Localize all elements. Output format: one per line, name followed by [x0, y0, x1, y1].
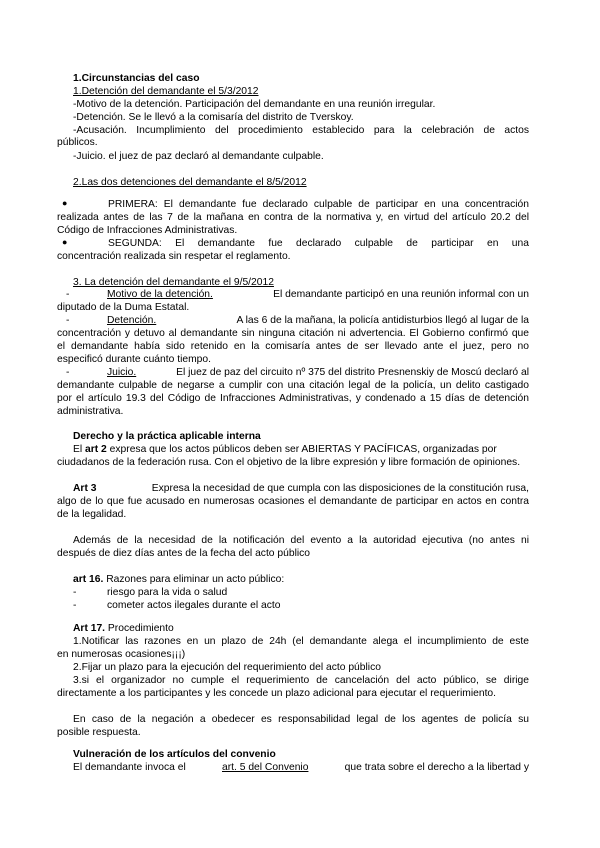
motivo-label: Motivo de la detención.	[107, 289, 213, 300]
law-line: en numerosas ocasiones¡¡¡)	[57, 649, 186, 660]
s2-line: SEGUNDA: El demandante fue declarado culpable de participar en una	[108, 238, 529, 249]
art17-label: Art 17.	[73, 623, 106, 634]
law-line: algo de lo que fue acusado en numerosas ocasiones el demandante de participar en actos en contra	[57, 496, 529, 507]
juicio-text: El juez de paz del circuito nº 375 del distrito Presnenskiy de Moscú declaró al	[176, 367, 529, 378]
art2-line	[73, 444, 529, 456]
art3-text: Expresa la necesidad de que cumpla con las disposiciones de la constitución rusa,	[151, 483, 529, 494]
dash: -	[66, 315, 70, 326]
dash: -	[73, 587, 77, 598]
law-line: después de diez días antes de la fecha del acto público	[57, 548, 311, 559]
s3-line: demandante culpable de negarse a cumplir con una citación legal de la policía, un delito castigado	[57, 380, 529, 391]
s1-line: -Motivo de la detención. Participación del demandante en una reunión irregular.	[73, 99, 436, 110]
section-1-subheading: 1.Detención del demandante el 5/3/2012	[73, 86, 259, 97]
art2-pre: El	[73, 444, 86, 455]
s3-motivo-line	[107, 289, 529, 301]
law-line: 2.Fijar un plazo para la ejecución del requerimiento del acto público	[73, 662, 381, 673]
art16-line	[73, 574, 284, 586]
art16-item: cometer actos ilegales durante el acto	[107, 600, 281, 611]
law-heading: Derecho y la práctica aplicable interna	[73, 431, 261, 442]
law-line: En caso de la negación a obedecer es responsabilidad legal de los agentes de policía su	[73, 714, 529, 725]
violation-line	[73, 762, 529, 774]
art16-label: art 16.	[73, 574, 104, 585]
s2-line: Código de Infracciones Administrativas.	[57, 225, 238, 236]
convenio-link[interactable]: art. 5 del Convenio	[222, 762, 309, 773]
law-line: de la legalidad.	[57, 509, 127, 520]
dash: -	[73, 600, 77, 611]
art16-item: riesgo para la vida o salud	[107, 587, 228, 598]
art3-line	[73, 483, 529, 495]
s3-line: administrativa.	[57, 406, 124, 417]
s3-juicio-line	[107, 367, 529, 379]
art2-text: expresa que los actos públicos deben ser ABIERTAS Y PACÍFICAS, organizadas por	[106, 444, 497, 455]
motivo-text: El demandante participó en una reunión informal con un	[273, 289, 529, 300]
section-2-subheading: 2.Las dos detenciones del demandante el 8/5/2012	[73, 177, 307, 188]
s1-line: -Acusación. Incumplimiento del procedimiento establecido para la celebración de actos	[73, 125, 529, 136]
s1-line: -Juicio. el juez de paz declaró al demandante culpable.	[73, 151, 324, 162]
section-1-heading: 1.Circunstancias del caso	[73, 73, 200, 84]
art17-text: Procedimiento	[105, 623, 174, 634]
law-line: 3.si el organizador no cumple el requerimiento de cancelación del acto público, se dirige	[73, 675, 529, 686]
s3-line: concentración y detuvo al demandante sin ninguna citación ni advertencia. El Gobierno confirmó que	[57, 328, 529, 339]
dash: -	[66, 289, 70, 300]
s3-line: especificó durante cuánto tiempo.	[57, 354, 211, 365]
s1-line: -Detención. Se le llevó a la comisaría del distrito de Tverskoy.	[73, 112, 354, 123]
law-line: posible respuesta.	[57, 727, 141, 738]
detencion-label: Detención.	[107, 315, 157, 326]
bullet-icon: ●	[62, 198, 68, 208]
s2-line: realizada antes de las 7 de la mañana en contra de la normativa y, en virtud del artículo 20.2 del	[57, 212, 529, 223]
art2-label: art 2	[85, 444, 107, 455]
violation-post: que trata sobre el derecho a la libertad y	[344, 762, 529, 773]
law-line: 1.Notificar las razones en un plazo de 24h (el demandante alega el incumplimiento de este	[73, 636, 529, 647]
art16-text: Razones para eliminar un acto público:	[103, 574, 285, 585]
bullet-icon: ●	[62, 237, 68, 247]
law-line: ciudadanos de la federación rusa. Con el objetivo de la libre expresión y libre formación de opiniones.	[57, 457, 521, 468]
s1-line: públicos.	[57, 137, 98, 148]
s2-line: concentración realizada sin respetar el reglamento.	[57, 251, 291, 262]
art3-label: Art 3	[73, 483, 97, 494]
s3-line: por el artículo 19.3 del Código de Infracciones Administrativas, y condenado a 15 días de detención	[57, 393, 529, 404]
s2-line: PRIMERA: El demandante fue declarado culpable de participar en una concentración	[108, 199, 529, 210]
law-line: Además de la necesidad de la notificación del evento a la autoridad ejecutiva (no antes ni	[73, 535, 529, 546]
detencion-text: A las 6 de la mañana, la policía antidisturbios llegó al lugar de la	[236, 315, 529, 326]
s3-line: el demandante había sido retenido en la comisaría antes de ser llevado ante el juez, pero no	[57, 341, 529, 352]
art17-line	[73, 623, 174, 635]
s3-detencion-line	[107, 315, 529, 327]
section-3-subheading: 3. La detención del demandante el 9/5/2012	[73, 277, 274, 288]
violation-heading: Vulneración de los artículos del convenio	[73, 749, 276, 760]
juicio-label: Juicio.	[107, 367, 137, 378]
s3-line: diputado de la Duma Estatal.	[57, 302, 190, 313]
violation-pre: El demandante invoca el	[73, 762, 186, 773]
law-line: directamente a los participantes y les concede un plazo adicional para ejecutar el requerimiento.	[57, 688, 497, 699]
dash: -	[66, 367, 70, 378]
